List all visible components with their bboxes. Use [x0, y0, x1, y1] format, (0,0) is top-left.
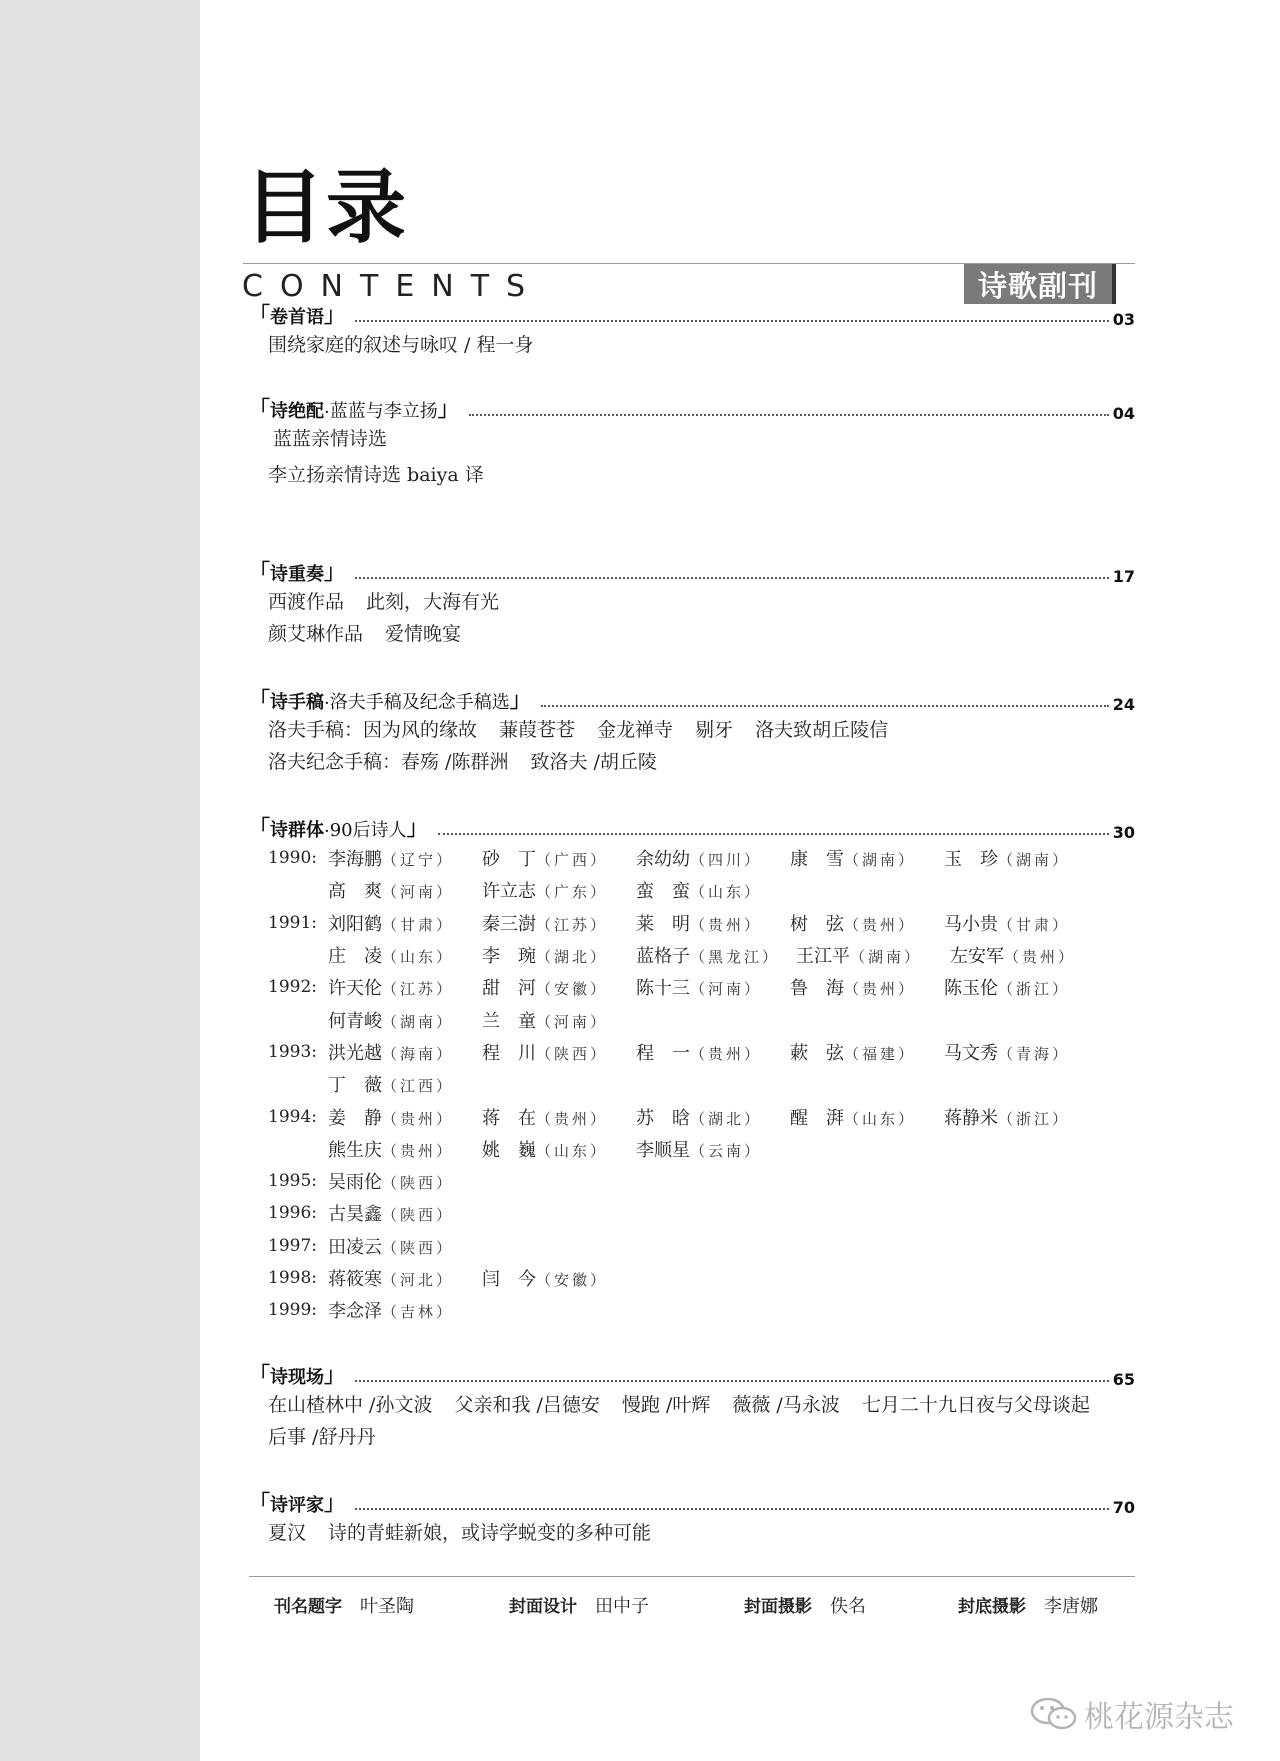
poet-entry[interactable]: 姜 静（贵州）: [328, 1107, 455, 1129]
poet-name: 许天伦: [328, 978, 382, 1000]
section-title: 诗现场: [270, 1367, 324, 1388]
section-badge: 诗歌副刊: [964, 264, 1112, 304]
poet-province: 湖南: [1016, 851, 1053, 870]
poet-entry[interactable]: 程 一（贵州）: [636, 1042, 763, 1064]
poet-province: 云南: [708, 1141, 745, 1160]
poet-row: [249, 1197, 1135, 1229]
toc-item[interactable]: 李立扬亲情诗选 baiya 译: [268, 464, 484, 486]
poet-row: [249, 874, 1135, 906]
poet-entry[interactable]: 田凌云（陕西）: [328, 1236, 455, 1258]
poet-entry[interactable]: 吴雨伦（陕西）: [328, 1172, 455, 1194]
poet-entry[interactable]: 醒 湃（山东）: [790, 1107, 917, 1129]
poet-province: 陕西: [400, 1206, 437, 1225]
page-number: 04: [1112, 404, 1135, 423]
poet-row: [249, 939, 1135, 971]
poet-province: 陕西: [400, 1238, 437, 1257]
poet-entry[interactable]: 马文秀（青海）: [944, 1042, 1071, 1064]
birth-year: 1990:: [268, 848, 317, 869]
toc-heading[interactable]: 「 诗评家 」 70: [249, 1490, 1135, 1517]
birth-year: 1991:: [268, 912, 317, 933]
section-title: 诗重奏: [270, 564, 324, 585]
poet-province: 贵州: [708, 915, 745, 934]
toc-section: [249, 684, 1135, 778]
poet-entry[interactable]: 砂 丁（广西）: [482, 849, 609, 871]
poet-name: 姜 静: [328, 1107, 382, 1129]
poet-province: 河南: [554, 1012, 591, 1031]
poet-province: 湖南: [862, 851, 899, 870]
poet-name: 王江平: [796, 946, 850, 968]
poet-name: 闫 今: [482, 1269, 536, 1290]
poet-province: 山东: [400, 948, 437, 967]
poet-name: 李顺星: [636, 1139, 690, 1161]
poet-province: 陕西: [400, 1174, 437, 1193]
poet-name: 醒 湃: [790, 1107, 844, 1129]
poet-entry[interactable]: 熊生庆（贵州）: [328, 1139, 455, 1161]
poet-province: 广东: [554, 883, 591, 902]
poet-name: 甜 河: [482, 978, 536, 1000]
poet-entry[interactable]: 洪光越（海南）: [328, 1042, 455, 1064]
poet-name: 何青峻: [328, 1010, 382, 1032]
birth-year: 1996:: [268, 1203, 317, 1224]
toc-item[interactable]: 洛夫手稿：因为风的缘故 蒹葭苍苍 金龙禅寺 剔牙 洛夫致胡丘陵信: [268, 719, 889, 741]
page-number: 03: [1112, 310, 1135, 329]
poet-name: 鲁 海: [790, 978, 844, 1000]
dot-leader: [355, 1508, 1109, 1510]
poet-name: 古昊鑫: [328, 1204, 382, 1226]
birth-year: 1998:: [268, 1268, 317, 1288]
poet-name: 蓝格子: [636, 946, 690, 968]
poet-province: 河南: [708, 980, 745, 999]
poet-row: [249, 1036, 1135, 1068]
poet-province: 湖南: [400, 1012, 437, 1031]
dot-leader: [469, 414, 1109, 416]
poet-name: 高 爽: [328, 881, 382, 903]
left-gray-band: [0, 0, 200, 1761]
poet-name: 玉 珍: [944, 849, 998, 871]
poet-name: 蒋静米: [944, 1107, 998, 1129]
birth-year: 1993:: [268, 1041, 317, 1062]
toc-section: [249, 1487, 1135, 1549]
section-title: 卷首语: [270, 307, 324, 328]
poet-province: 安徽: [554, 1271, 591, 1289]
poet-name: 熊生庆: [328, 1139, 382, 1161]
watermark-text: 桃花源杂志: [1084, 1700, 1234, 1735]
section-title: 诗群体: [270, 820, 324, 841]
poet-province: 甘肃: [1016, 915, 1053, 934]
poet-entry[interactable]: 玉 珍（湖南）: [944, 849, 1071, 871]
credit-item: 封面设计 田中子: [509, 1596, 649, 1617]
section-subtitle: 蓝蓝与李立扬: [329, 401, 438, 422]
poet-province: 四川: [708, 851, 745, 870]
poet-province: 贵州: [862, 915, 899, 934]
poet-name: 苏 晗: [636, 1107, 690, 1129]
wechat-icon: [1030, 1697, 1078, 1731]
poet-name: 程 一: [636, 1042, 690, 1064]
page-number: 24: [1112, 695, 1135, 714]
dot-leader: [355, 577, 1109, 579]
toc-heading[interactable]: 「 诗群体 · 90后诗人 」 30: [249, 815, 1135, 842]
poet-name: 蒋筱寒: [328, 1269, 382, 1290]
poet-entry[interactable]: 庄 凌（山东）: [328, 946, 455, 968]
poet-entry[interactable]: 李念泽（吉林）: [328, 1301, 455, 1323]
toc-item[interactable]: 围绕家庭的叙述与咏叹 / 程一身: [268, 334, 534, 356]
page-title: 目录: [244, 161, 408, 254]
poet-province: 山东: [862, 1109, 899, 1128]
poet-row: [249, 1230, 1135, 1262]
section-title: 诗绝配: [270, 401, 324, 422]
poet-entry[interactable]: 何青峻（湖南）: [328, 1010, 455, 1032]
toc-section: [249, 556, 1135, 650]
toc-item[interactable]: 蓝蓝亲情诗选: [273, 428, 388, 450]
toc-section: [249, 393, 1135, 491]
toc-section: [249, 812, 1135, 1326]
poet-row: [249, 1294, 1135, 1326]
poet-entry[interactable]: 蒋 在（贵州）: [482, 1107, 609, 1129]
dot-leader: [355, 1380, 1109, 1382]
poet-province: 江苏: [400, 980, 437, 999]
section-title: 诗评家: [270, 1495, 324, 1516]
poet-province: 浙江: [1016, 1109, 1053, 1128]
poet-province: 贵州: [708, 1044, 745, 1063]
poet-list: [249, 842, 1135, 1326]
poet-row: [249, 1262, 1135, 1294]
poet-name: 左安军: [950, 946, 1004, 968]
poet-province: 贵州: [400, 1109, 437, 1128]
poet-entry[interactable]: 刘阳鹤（甘肃）: [328, 913, 455, 935]
poet-province: 河南: [400, 883, 437, 902]
poet-province: 湖南: [868, 948, 905, 967]
section-title: 诗手稿: [270, 692, 324, 713]
poet-province: 陕西: [554, 1044, 591, 1063]
toc-heading[interactable]: 「 诗现场 」 65: [249, 1362, 1135, 1389]
section-subtitle: 90后诗人: [329, 820, 407, 841]
poet-name: 庄 凌: [328, 946, 382, 968]
poet-row: [249, 842, 1135, 874]
poet-entry[interactable]: 莱 明（贵州）: [636, 913, 763, 935]
poet-name: 蒋 在: [482, 1107, 536, 1129]
poet-entry[interactable]: 余幼幼（四川）: [636, 849, 763, 871]
poet-province: 辽宁: [400, 851, 437, 870]
poet-row: [249, 907, 1135, 939]
poet-name: 丁 薇: [328, 1075, 382, 1097]
watermark: [1030, 1692, 1234, 1736]
poet-entry[interactable]: 蛮 蛮（山东）: [636, 881, 763, 903]
poet-province: 江西: [400, 1077, 437, 1096]
poet-name: 秦三澍: [482, 913, 536, 935]
poet-province: 黑龙江: [708, 948, 763, 967]
poet-province: 山东: [708, 883, 745, 902]
poet-name: 马小贵: [944, 913, 998, 935]
poet-row: [249, 1100, 1135, 1132]
toc-item[interactable]: 夏汉 诗的青蛙新娘，或诗学蜕变的多种可能: [268, 1522, 652, 1544]
poet-province: 广西: [554, 851, 591, 870]
poet-entry[interactable]: 李顺星（云南）: [636, 1139, 763, 1161]
birth-year: 1994:: [268, 1106, 317, 1127]
poet-entry[interactable]: 许立志（广东）: [482, 881, 609, 903]
page-number: 17: [1112, 567, 1135, 586]
poet-entry[interactable]: 陈十三（河南）: [636, 978, 763, 1000]
poet-province: 贵州: [400, 1141, 437, 1160]
poet-entry[interactable]: 蔌 弦（福建）: [790, 1042, 917, 1064]
poet-entry[interactable]: 古昊鑫（陕西）: [328, 1204, 455, 1226]
poet-entry[interactable]: 王江平（湖南）: [796, 946, 923, 968]
birth-year: 1992:: [268, 977, 317, 998]
poet-entry[interactable]: 左安军（贵州）: [950, 946, 1077, 968]
poet-name: 兰 童: [482, 1010, 536, 1032]
poet-name: 蔌 弦: [790, 1042, 844, 1064]
poet-name: 陈玉伦: [944, 978, 998, 1000]
toc-heading[interactable]: 「 诗绝配 · 蓝蓝与李立扬 」 04: [249, 396, 1135, 423]
poet-row: [249, 1133, 1135, 1165]
birth-year: 1995:: [268, 1171, 317, 1192]
poet-name: 李念泽: [328, 1301, 382, 1323]
page-number: 30: [1112, 823, 1135, 842]
poet-name: 李海鹏: [328, 849, 382, 871]
poet-province: 海南: [400, 1044, 437, 1063]
poet-name: 蛮 蛮: [636, 881, 690, 903]
credit-item: 刊名题字 叶圣陶: [274, 1596, 414, 1617]
poet-province: 贵州: [1022, 948, 1059, 967]
poet-province: 青海: [1016, 1044, 1053, 1063]
poet-name: 莱 明: [636, 913, 690, 935]
poet-name: 余幼幼: [636, 849, 690, 871]
toc-heading[interactable]: 「 卷首语 」 03: [249, 302, 1135, 329]
poet-name: 洪光越: [328, 1042, 382, 1064]
poet-province: 湖北: [708, 1109, 745, 1128]
toc-item[interactable]: 颜艾琳作品 爱情晚宴: [268, 623, 462, 645]
toc-item[interactable]: 在山楂林中 /孙文波 父亲和我 /吕德安 慢跑 /叶辉 薇薇 /马永波 七月二十九日夜与父母谈起: [268, 1394, 1090, 1416]
birth-year: 1997:: [268, 1235, 317, 1256]
poet-entry[interactable]: 鲁 海（贵州）: [790, 978, 917, 1000]
poet-name: 姚 巍: [482, 1139, 536, 1161]
poet-entry[interactable]: 蓝格子（黑龙江）: [636, 946, 781, 968]
poet-province: 福建: [862, 1044, 899, 1063]
poet-entry[interactable]: 许天伦（江苏）: [328, 978, 455, 1000]
poet-entry[interactable]: 秦三澍（江苏）: [482, 913, 609, 935]
poet-entry[interactable]: 甜 河（安徽）: [482, 978, 609, 1000]
poet-entry[interactable]: 马小贵（甘肃）: [944, 913, 1071, 935]
poet-entry[interactable]: 树 弦（贵州）: [790, 913, 917, 935]
poet-name: 陈十三: [636, 978, 690, 1000]
poet-entry[interactable]: 丁 薇（江西）: [328, 1075, 455, 1097]
poet-name: 程 川: [482, 1042, 536, 1064]
dot-leader: [438, 833, 1109, 835]
poet-row: [249, 1003, 1135, 1035]
poet-entry[interactable]: 苏 晗（湖北）: [636, 1107, 763, 1129]
poet-name: 树 弦: [790, 913, 844, 935]
poet-name: 许立志: [482, 881, 536, 903]
poet-entry[interactable]: 闫 今（安徽）: [482, 1269, 609, 1290]
footer-divider: [249, 1576, 1135, 1577]
poet-province: 河北: [400, 1271, 437, 1289]
poet-name: 吴雨伦: [328, 1172, 382, 1194]
toc-heading[interactable]: 「 诗手稿 · 洛夫手稿及纪念手稿选 」 24: [249, 687, 1135, 714]
poet-row: [249, 971, 1135, 1003]
dot-leader: [541, 705, 1109, 707]
poet-entry[interactable]: 李海鹏（辽宁）: [328, 849, 455, 871]
poet-province: 甘肃: [400, 915, 437, 934]
poet-row: [249, 1068, 1135, 1100]
poet-entry[interactable]: 兰 童（河南）: [482, 1010, 609, 1032]
poet-entry[interactable]: 蒋静米（浙江）: [944, 1107, 1071, 1129]
toc-section: [249, 299, 1135, 361]
credit-item: 封底摄影 李唐娜: [958, 1596, 1098, 1617]
poet-entry[interactable]: 李 琬（湖北）: [482, 946, 609, 968]
poet-name: 李 琬: [482, 946, 536, 968]
page-number: 65: [1112, 1370, 1135, 1389]
poet-province: 贵州: [554, 1109, 591, 1128]
poet-name: 马文秀: [944, 1042, 998, 1064]
poet-province: 吉林: [400, 1303, 437, 1322]
poet-province: 湖北: [554, 948, 591, 967]
poet-name: 康 雪: [790, 849, 844, 871]
poet-row: [249, 1165, 1135, 1197]
toc-section: [249, 1359, 1135, 1453]
poet-province: 浙江: [1016, 980, 1053, 999]
poet-name: 田凌云: [328, 1236, 382, 1258]
poet-name: 刘阳鹤: [328, 913, 382, 935]
page-subtitle: CONTENTS: [242, 269, 543, 304]
poet-entry[interactable]: 陈玉伦（浙江）: [944, 978, 1071, 1000]
page-number: 70: [1112, 1498, 1135, 1517]
poet-entry[interactable]: 姚 巍（山东）: [482, 1139, 609, 1161]
toc-item[interactable]: 后事 /舒丹丹: [268, 1426, 376, 1448]
poet-province: 安徽: [554, 980, 591, 999]
credit-item: 封面摄影 佚名: [744, 1596, 866, 1617]
badge-tab: [1112, 264, 1116, 304]
poet-entry[interactable]: 程 川（陕西）: [482, 1042, 609, 1064]
dot-leader: [355, 320, 1109, 322]
birth-year: 1999:: [268, 1300, 317, 1321]
poet-province: 山东: [554, 1141, 591, 1160]
poet-province: 江苏: [554, 915, 591, 934]
toc-heading[interactable]: 「 诗重奏 」 17: [249, 559, 1135, 586]
poet-name: 砂 丁: [482, 849, 536, 871]
section-subtitle: 洛夫手稿及纪念手稿选: [329, 692, 510, 713]
poet-province: 贵州: [862, 980, 899, 999]
toc-item[interactable]: 西渡作品 此刻，大海有光: [268, 591, 500, 613]
poet-entry[interactable]: 康 雪（湖南）: [790, 849, 917, 871]
poet-entry[interactable]: 蒋筱寒（河北）: [328, 1269, 455, 1290]
toc-item[interactable]: 洛夫纪念手稿：春殇 /陈群洲 致洛夫 /胡丘陵: [268, 751, 657, 773]
poet-entry[interactable]: 高 爽（河南）: [328, 881, 455, 903]
